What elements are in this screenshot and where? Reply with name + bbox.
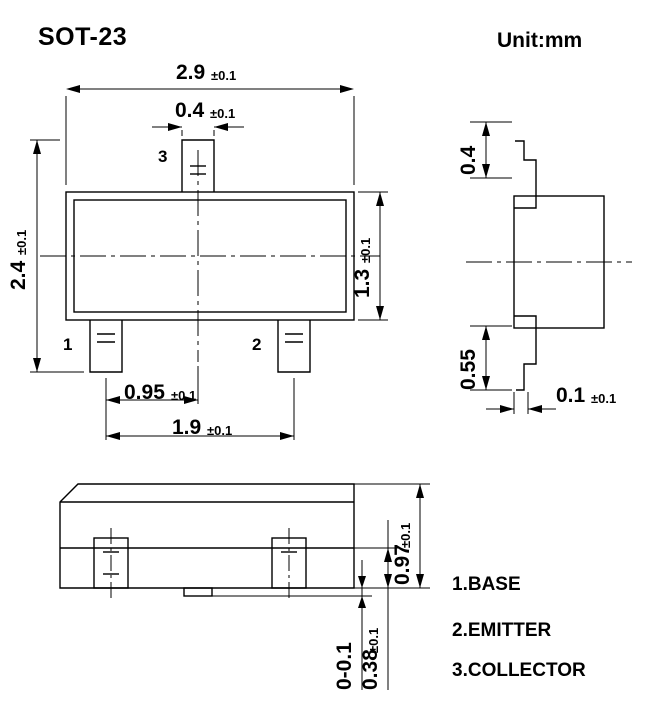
legend-item-base: 1.BASE xyxy=(452,574,521,595)
dimension-value: 0.1 xyxy=(556,384,586,407)
pin-label-2: 2 xyxy=(252,335,262,354)
dimension-tolerance: ±0.1 xyxy=(358,237,373,263)
dimension-tolerance: ±0.1 xyxy=(207,423,233,438)
dimension-value: 1.3 xyxy=(351,268,374,298)
dimension-value: 0.38 xyxy=(359,649,382,690)
dimension-tolerance: ±0.1 xyxy=(591,391,617,406)
dimension-tolerance: ±0.1 xyxy=(210,106,236,121)
dimension-value: 2.9 xyxy=(176,61,206,84)
pin-label-3: 3 xyxy=(158,147,168,166)
package-title: SOT-23 xyxy=(38,23,128,51)
legend-item-emitter: 2.EMITTER xyxy=(452,620,552,641)
dimension-value: 0.4 xyxy=(175,99,205,122)
pin-label-1: 1 xyxy=(63,335,73,354)
dimension-tolerance: ±0.1 xyxy=(398,522,413,548)
dimension-tolerance: ±0.1 xyxy=(171,388,197,403)
dimension-value: 1.9 xyxy=(172,416,202,439)
dimension-value: 2.4 xyxy=(7,260,30,290)
dimension-value: 0.95 xyxy=(124,381,165,404)
dimension-tolerance: ±0.1 xyxy=(366,627,381,653)
dimension-value: 0-0.1 xyxy=(333,642,356,690)
dimension-tolerance: ±0.1 xyxy=(14,229,29,255)
legend-item-collector: 3.COLLECTOR xyxy=(452,660,586,681)
dimension-tolerance: ±0.1 xyxy=(211,68,237,83)
dimension-value: 0.97 xyxy=(391,544,414,585)
dimension-value: 0.55 xyxy=(457,349,480,390)
unit-label: Unit:mm xyxy=(497,29,583,52)
dimension-value: 0.4 xyxy=(457,145,480,175)
